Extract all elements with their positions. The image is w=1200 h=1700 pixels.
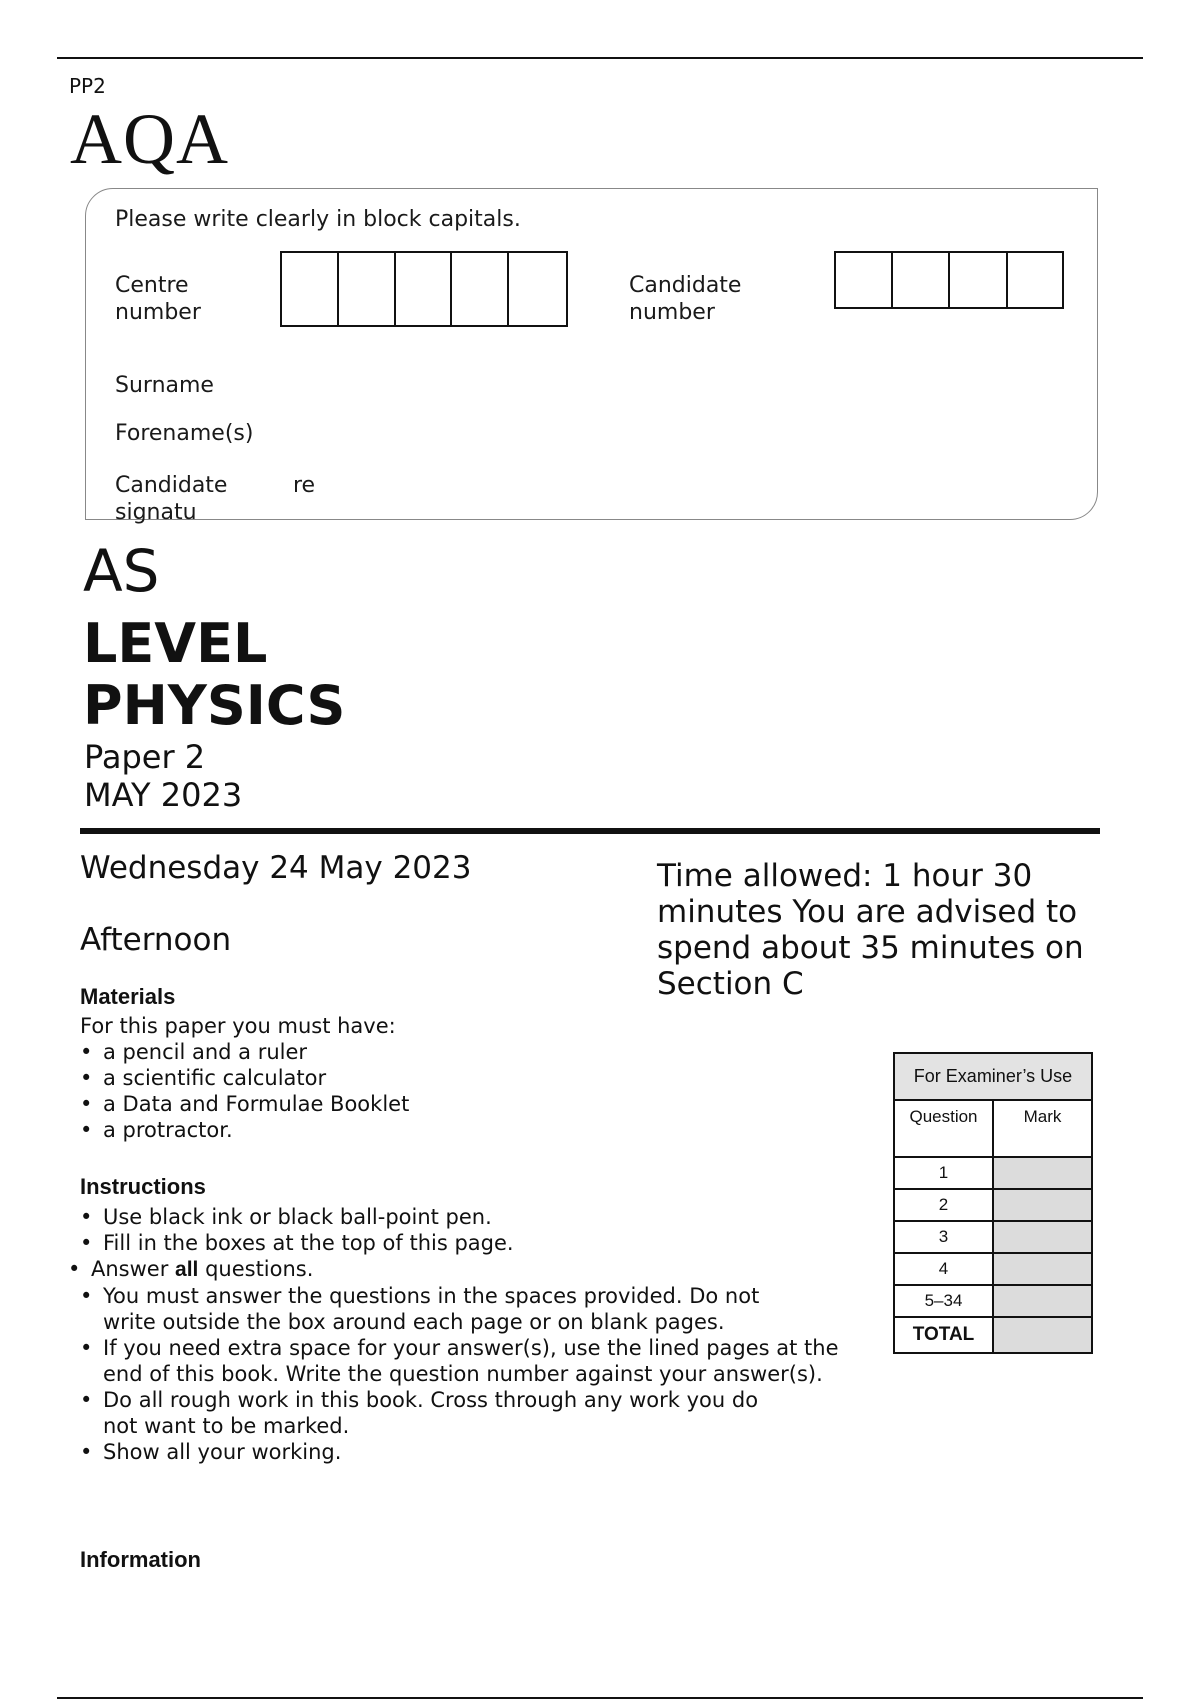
paper-info: Paper 2 MAY 2023 bbox=[84, 738, 243, 815]
exam-session: Afternoon bbox=[80, 922, 232, 958]
list-item: • a protractor. bbox=[80, 1117, 800, 1143]
centre-number-label: Centre number bbox=[115, 273, 201, 325]
materials-heading: Materials bbox=[80, 984, 176, 1009]
mark-cell bbox=[993, 1157, 1092, 1189]
time-allowed: Time allowed: 1 hour 30 minutes You are advised to spend about 35 minutes on Section C bbox=[657, 858, 1084, 1002]
instructions-list bbox=[80, 1204, 850, 1465]
bottom-rule bbox=[57, 1697, 1143, 1699]
forenames-label: Forename(s) bbox=[115, 421, 254, 446]
list-item: • Use black ink or black ball-point pen. bbox=[80, 1204, 850, 1230]
surname-label: Surname bbox=[115, 373, 214, 398]
examiner-use-table bbox=[893, 1052, 1093, 1354]
mark-cell bbox=[993, 1221, 1092, 1253]
materials-intro: For this paper you must have: bbox=[80, 1014, 396, 1038]
qualification-level: AS bbox=[83, 537, 160, 605]
mark-cell bbox=[993, 1189, 1092, 1221]
centre-number-digit[interactable] bbox=[282, 253, 339, 325]
total-mark-cell bbox=[993, 1317, 1092, 1353]
list-item: • a pencil and a ruler bbox=[80, 1039, 800, 1065]
title-divider bbox=[80, 828, 1100, 834]
candidate-number-digit[interactable] bbox=[950, 253, 1008, 307]
centre-number-boxes bbox=[280, 251, 568, 327]
table-row: 1 bbox=[894, 1157, 1092, 1189]
information-heading: Information bbox=[80, 1547, 201, 1572]
materials-section bbox=[80, 1013, 800, 1143]
examiner-table-title: For Examiner’s Use bbox=[894, 1053, 1092, 1100]
table-row: 3 bbox=[894, 1221, 1092, 1253]
block-capitals-instruction: Please write clearly in block capitals. bbox=[115, 207, 521, 232]
materials-list bbox=[80, 1039, 800, 1143]
top-rule bbox=[57, 57, 1143, 59]
list-item: • Answer all questions. bbox=[68, 1256, 850, 1283]
list-item: • a scientific calculator bbox=[80, 1065, 800, 1091]
instructions-section bbox=[80, 1204, 850, 1465]
candidate-number-boxes bbox=[834, 251, 1064, 309]
centre-number-digit[interactable] bbox=[509, 253, 566, 325]
instructions-heading: Instructions bbox=[80, 1174, 206, 1199]
mark-cell bbox=[993, 1253, 1092, 1285]
table-row: 2 bbox=[894, 1189, 1092, 1221]
aqa-logo: AQA bbox=[70, 99, 229, 179]
list-item: • You must answer the questions in the spaces provided. Do not write outside the box around each page or on blank pages. bbox=[80, 1283, 793, 1335]
question-column-header: Question bbox=[894, 1100, 993, 1157]
table-row bbox=[894, 1317, 1092, 1353]
exam-date: Wednesday 24 May 2023 bbox=[80, 850, 472, 886]
total-label: TOTAL bbox=[894, 1317, 993, 1353]
list-item: • Show all your working. bbox=[80, 1439, 850, 1465]
table-row: 4 bbox=[894, 1253, 1092, 1285]
centre-number-digit[interactable] bbox=[452, 253, 509, 325]
list-item: • If you need extra space for your answer(s), use the lined pages at the end of this book. Write the question number against your answer(s). bbox=[80, 1335, 850, 1387]
table-row: 5–34 bbox=[894, 1285, 1092, 1317]
subject-title: LEVEL PHYSICS bbox=[83, 612, 346, 738]
list-item: • a Data and Formulae Booklet bbox=[80, 1091, 800, 1117]
candidate-details-box bbox=[85, 188, 1098, 520]
centre-number-digit[interactable] bbox=[396, 253, 452, 325]
paper-code: PP2 bbox=[69, 74, 106, 98]
list-item: • Do all rough work in this book. Cross through any work you do not want to be marked. bbox=[80, 1387, 793, 1439]
mark-column-header: Mark bbox=[993, 1100, 1092, 1157]
candidate-number-digit[interactable] bbox=[893, 253, 950, 307]
centre-number-digit[interactable] bbox=[339, 253, 396, 325]
signature-label-suffix: re bbox=[293, 473, 316, 498]
candidate-number-digit[interactable] bbox=[1008, 253, 1062, 307]
signature-label: Candidate signatu bbox=[115, 473, 228, 525]
candidate-number-label: Candidate number bbox=[629, 273, 742, 325]
list-item: • Fill in the boxes at the top of this page. bbox=[80, 1230, 850, 1256]
mark-cell bbox=[993, 1285, 1092, 1317]
candidate-number-digit[interactable] bbox=[836, 253, 893, 307]
